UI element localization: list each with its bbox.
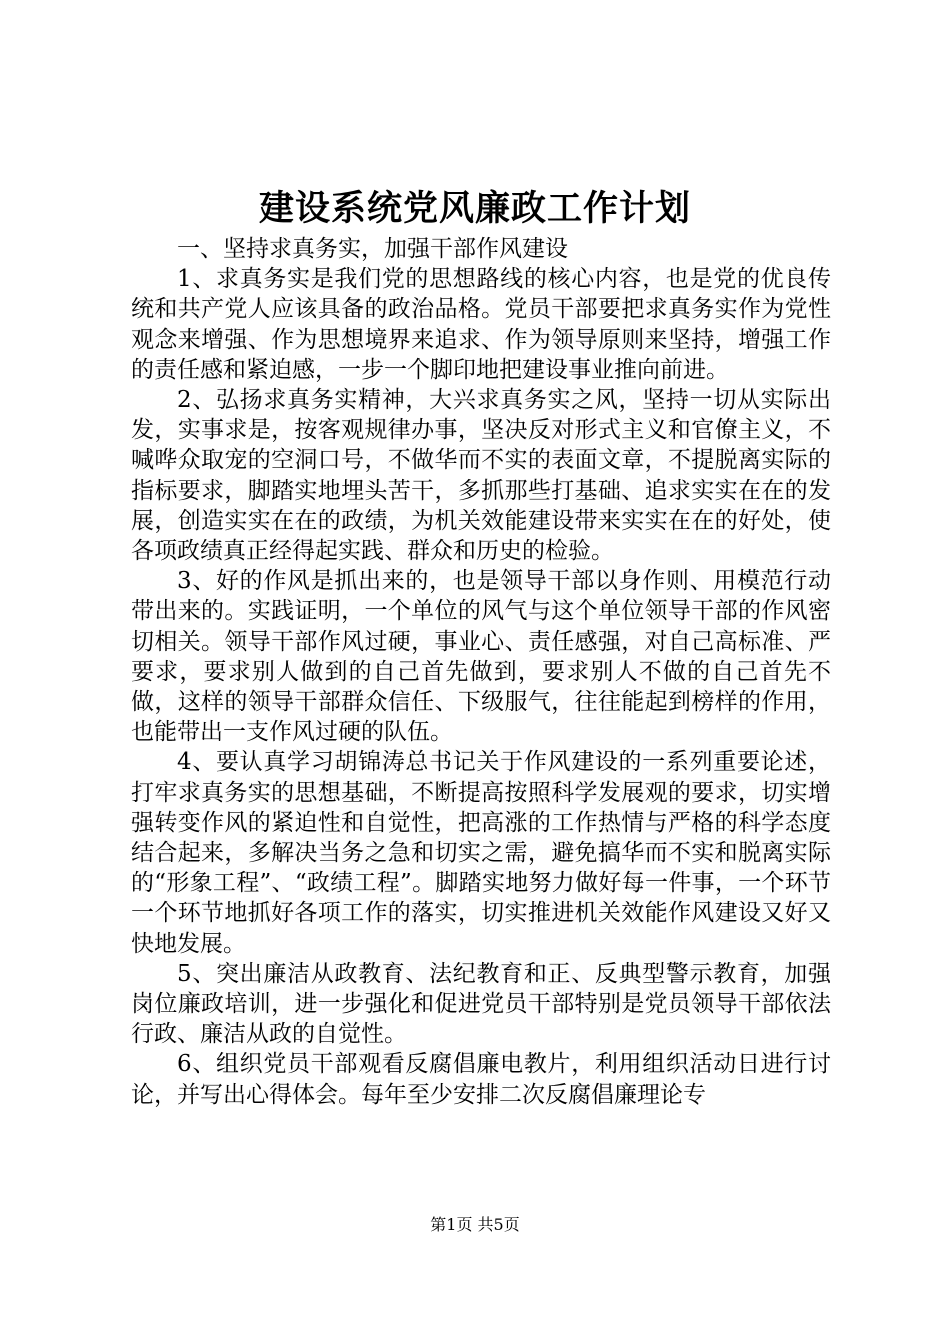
paragraph-2: 2、弘扬求真务实精神，大兴求真务实之风，坚持一切从实际出发，实事求是，按客观规律办事，坚决反对形式主义和官僚主义，不喊哗众取宠的空洞口号，不做华而不实的表面文章，不提脱离实际的指标要求，脚踏实地埋头苦干，多抓那些打基础、追求实实在在的发展，创造实实在在的政绩，为机关效能建设带来实实在在的好处，使各项政绩真正经得起实践、群众和历史的检验。	[131, 387, 831, 565]
page-number-footer: 第1页 共5页	[430, 1215, 520, 1234]
document-body	[131, 234, 831, 1110]
paragraph-5: 5、突出廉洁从政教育、法纪教育和正、反典型警示教育，加强岗位廉政培训，进一步强化和促进党员干部特别是党员领导干部依法行政、廉洁从政的自觉性。	[131, 960, 831, 1048]
paragraph-6: 6、组织党员干部观看反腐倡廉电教片，利用组织活动日进行讨论，并写出心得体会。每年至少安排二次反腐倡廉理论专	[131, 1051, 831, 1108]
document-title: 建设系统党风廉政工作计划	[258, 189, 691, 229]
section-heading: 一、坚持求真务实，加强干部作风建设	[177, 236, 568, 262]
paragraph-1: 1、求真务实是我们党的思想路线的核心内容，也是党的优良传统和共产党人应该具备的政治品格。党员干部要把求真务实作为党性观念来增强、作为思想境界来追求、作为领导原则来坚持，增强工作的责任感和紧迫感，一步一个脚印地把建设事业推向前进。	[131, 266, 831, 383]
paragraph-3: 3、好的作风是抓出来的，也是领导干部以身作则、用模范行动带出来的。实践证明，一个单位的风气与这个单位领导干部的作风密切相关。领导干部作风过硬，事业心、责任感强，对自己高标准、严要求，要求别人做到的自己首先做到，要求别人不做的自己首先不做，这样的领导干部群众信任、下级服气，往往能起到榜样的作用，也能带出一支作风过硬的队伍。	[131, 568, 831, 746]
paragraph-4: 4、要认真学习胡锦涛总书记关于作风建设的一系列重要论述，打牢求真务实的思想基础，不断提高按照科学发展观的要求，切实增强转变作风的紧迫性和自觉性，把高涨的工作热情与严格的科学态度结合起来，多解决当务之急和切实之需，避免搞华而不实和脱离实际的“形象工程”、“政绩工程”。脚踏实地努力做好每一件事，一个环节一个环节地抓好各项工作的落实，切实推进机关效能作风建设又好又快地发展。	[131, 749, 831, 957]
